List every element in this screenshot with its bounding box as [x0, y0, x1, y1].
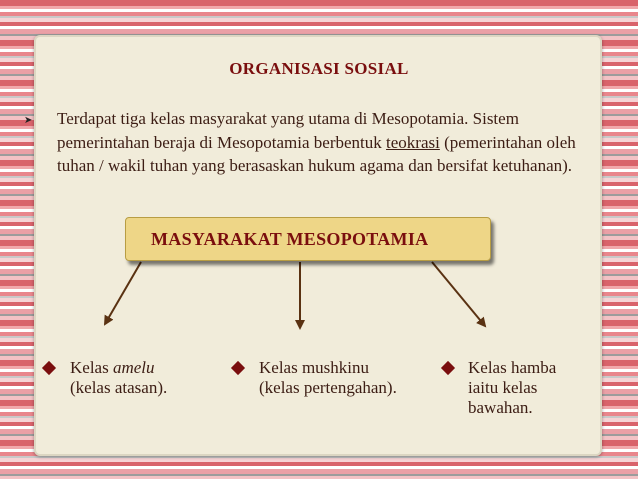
class-item-amelu — [70, 358, 167, 398]
intro-text: Terdapat tiga kelas masyarakat yang utama di Mesopotamia. Sistem pemerintahan beraja di Mesopotamia berbentuk — [57, 109, 519, 152]
arrowhead-bullet-icon: ➤ — [24, 115, 33, 126]
class-item-hamba — [468, 358, 556, 418]
center-box-label: MASYARAKAT MESOPOTAMIA — [151, 229, 429, 249]
class-item-mushkinu — [259, 358, 397, 398]
mesopotamia-society-box — [125, 217, 491, 261]
arrow-right — [432, 262, 485, 326]
item-3-line2: iaitu kelas — [468, 378, 538, 397]
item-2-line2: (kelas pertengahan). — [259, 378, 397, 397]
teokrasi-link[interactable]: teokrasi — [386, 132, 440, 152]
item-2-line1: Kelas mushkinu — [259, 358, 370, 377]
item-3-line3: bawahan. — [468, 398, 533, 417]
item-1-italic: amelu — [112, 358, 155, 377]
item-1-line2: (kelas atasan). — [70, 378, 168, 397]
arrow-left — [105, 262, 141, 324]
item-3-line1: Kelas hamba — [468, 358, 557, 377]
item-1-prefix: Kelas — [70, 358, 113, 377]
intro-text-end: (pemerintahan oleh tuhan / wakil tuhan yang berasaskan hukum agama dan bersifat ketuhanan). — [57, 132, 576, 175]
slide-title: ORGANISASI SOSIAL — [229, 59, 409, 78]
